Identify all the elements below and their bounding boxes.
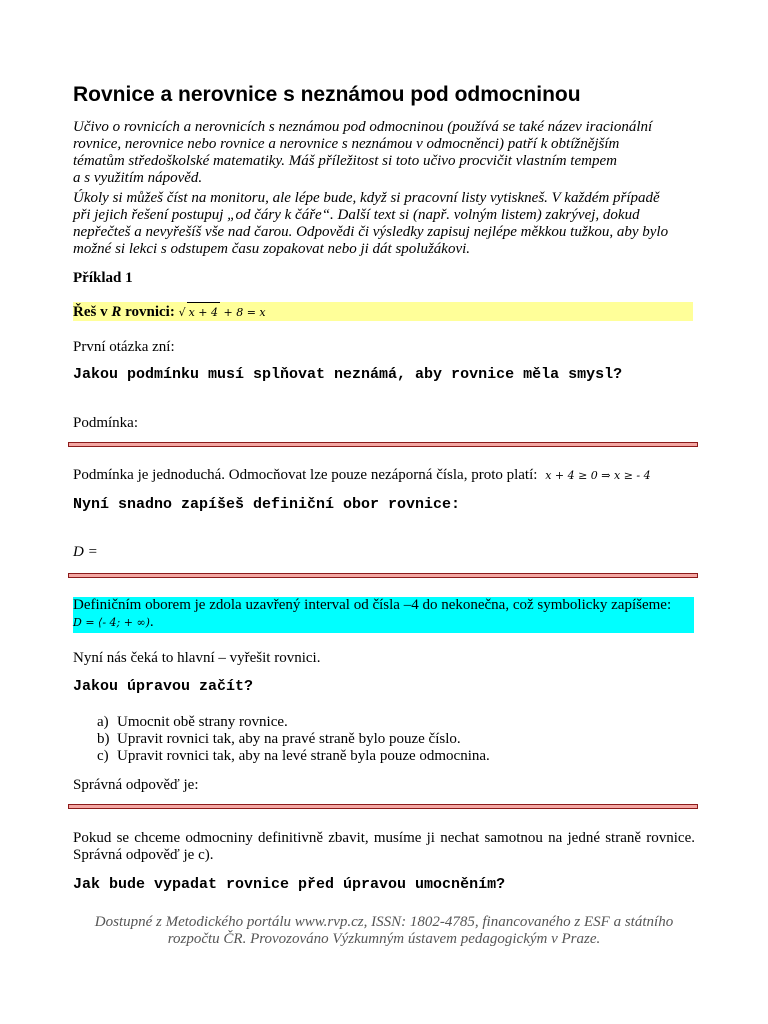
- q3-lead: Nyní nás čeká to hlavní – vyřešit rovnici.: [73, 650, 321, 666]
- option-text: Upravit rovnici tak, aby na pravé straně bylo pouze číslo.: [117, 731, 461, 747]
- q4-question: Jak bude vypadat rovnice před úpravou umocněním?: [73, 876, 506, 893]
- intro-paragraph-1: [73, 119, 695, 187]
- example-heading: Příklad 1: [73, 270, 133, 286]
- task-highlight: [73, 302, 693, 321]
- intro-line: rovnice, nerovnice nebo rovnice a nerovnice s neznámou v odmocněnci) patří k obtížnějším: [73, 136, 620, 152]
- intro-line: a s využitím nápověd.: [73, 170, 203, 186]
- list-item: [97, 714, 490, 731]
- divider-line: [68, 804, 698, 809]
- q1-lead: První otázka zní:: [73, 339, 175, 355]
- page-footer: [73, 914, 695, 948]
- q2-question: Nyní snadno zapíšeš definiční obor rovnice:: [73, 496, 461, 513]
- option-text: Umocnit obě strany rovnice.: [117, 714, 288, 730]
- intro-line: tématům středoškolské matematiky. Máš příležitost si toto učivo procvičit vlastním tempem: [73, 153, 617, 169]
- intro-line: možné si lekci s odstupem času zopakovat nebo ji dát spolužákovi.: [73, 241, 471, 257]
- domain-text: Definičním oborem je zdola uzavřený interval od čísla –4 do nekonečna, což symbolicky zapíšeme:: [73, 597, 672, 613]
- option-label: a): [97, 714, 109, 730]
- equation-rest: + 8 = x: [223, 306, 266, 319]
- q1-question: Jakou podmínku musí splňovat neznámá, aby rovnice měla smysl?: [73, 366, 623, 383]
- explanation-paragraph: Pokud se chceme odmocniny definitivně zbavit, musíme ji nechat samotnou na jedné straně rovnice. Správná odpověď je c).: [73, 830, 695, 863]
- option-text: Upravit rovnici tak, aby na levé straně byla pouze odmocnina.: [117, 748, 490, 764]
- task-set-r: R: [111, 304, 122, 320]
- task-suffix: rovnici:: [121, 304, 175, 320]
- footer-line: rozpočtu ČR. Provozováno Výzkumným ústavem pedagogickým v Praze.: [167, 931, 601, 947]
- condition-text: Podmínka je jednoduchá. Odmocňovat lze pouze nezáporná čísla, proto platí:: [73, 467, 538, 483]
- q1-answer-label: Podmínka:: [73, 415, 139, 431]
- equation-radicand: x + 4: [187, 302, 220, 322]
- answer-options: [97, 714, 490, 765]
- divider-line: [68, 573, 698, 578]
- domain-highlight: [73, 597, 694, 633]
- q2-answer-label: D =: [73, 544, 98, 560]
- domain-formula: D = ⟨- 4; + ∞): [73, 616, 150, 629]
- footer-line: Dostupné z Metodického portálu www.rvp.cz, ISSN: 1802-4785, financovaného z ESF a státního: [94, 914, 674, 930]
- condition-formula: x + 4 ≥ 0 ⇒ x ≥ - 4: [545, 469, 651, 482]
- intro-line: Úkoly si můžeš číst na monitoru, ale lépe bude, když si pracovní listy vytiskneš. V každém případě: [73, 190, 660, 206]
- divider-line: [68, 442, 698, 447]
- option-label: b): [97, 731, 110, 747]
- intro-line: nepřečteš a nevyřešíš vše nad čarou. Odpovědi či výsledky zapisuj nejlépe měkkou tužkou, aby bylo: [73, 224, 669, 240]
- option-label: c): [97, 748, 109, 764]
- intro-line: při jejich řešení postupuj „od čáry k čáře“. Další text si (např. volným listem) zakrývej, dokud: [73, 207, 640, 223]
- q3-question: Jakou úpravou začít?: [73, 678, 254, 695]
- task-equation: √ x + 4 + 8 = x: [179, 306, 266, 319]
- condition-paragraph: [73, 467, 651, 484]
- domain-end: .: [149, 614, 154, 630]
- intro-line: Učivo o rovnicích a nerovnicích s neznámou pod odmocninou (používá se také název iracionální: [73, 119, 653, 135]
- list-item: [97, 748, 490, 765]
- q3-answer-label: Správná odpověď je:: [73, 777, 199, 793]
- page-title: Rovnice a nerovnice s neznámou pod odmocninou: [73, 83, 581, 106]
- task-prefix: Řeš v: [73, 304, 112, 320]
- intro-paragraph-2: [73, 190, 695, 258]
- list-item: [97, 731, 490, 748]
